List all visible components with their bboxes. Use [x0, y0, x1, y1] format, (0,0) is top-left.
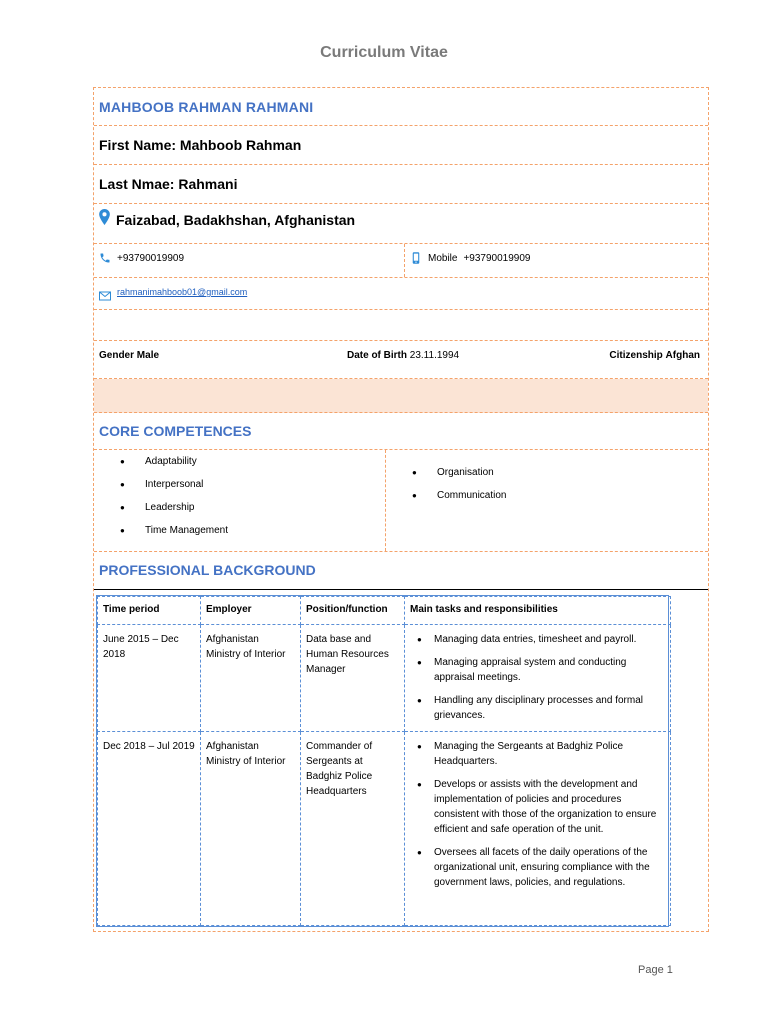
competences-left-list — [120, 456, 228, 548]
citizenship-info — [609, 350, 700, 361]
column-header-position: Position/function — [301, 597, 405, 625]
gender-info — [99, 350, 159, 361]
cell-tasks — [405, 732, 671, 926]
table-header-row — [98, 597, 671, 625]
list-item: ● Managing appraisal system and conducting appraisal meetings. — [417, 657, 627, 683]
personal-info-row — [94, 341, 708, 379]
email-line — [99, 282, 247, 302]
professional-table — [96, 595, 669, 927]
location-text: Faizabad, Badakhshan, Afghanistan — [116, 212, 356, 228]
dob-label: Date of Birth — [347, 350, 407, 361]
list-item: ● Communication — [412, 490, 507, 501]
location-row — [94, 204, 708, 244]
envelope-icon — [99, 290, 111, 302]
blank-row — [94, 310, 708, 341]
first-name-value: Mahboob Rahman — [179, 137, 302, 153]
list-item: ● Handling any disciplinary processes and formal grievances. — [417, 695, 643, 721]
list-item: ● Managing data entries, timesheet and payroll. — [417, 634, 637, 645]
mobile-line — [410, 252, 531, 264]
table-row — [98, 625, 671, 732]
map-pin-icon — [99, 209, 110, 225]
dob-value: 23.11.1994 — [409, 350, 460, 361]
list-item: ● Develops or assists with the development and implementation of policies and procedures consistent with those of the organization to ensure efficient and safe operation of the unit. — [417, 779, 657, 835]
list-item: ● Leadership — [120, 502, 195, 513]
cell-employer: Afghanistan Ministry of Interior — [201, 625, 301, 732]
core-competences-heading: CORE COMPETENCES — [99, 423, 252, 439]
first-name-line — [99, 137, 301, 153]
phone-number: +93790019909 — [117, 252, 185, 264]
competences-right-column — [386, 450, 710, 551]
phone-line — [99, 252, 184, 264]
column-header-tasks: Main tasks and responsibilities — [405, 597, 671, 625]
name-row — [94, 88, 708, 126]
citizenship-label: Citizenship — [609, 350, 663, 361]
citizenship-value: Afghan — [665, 350, 700, 361]
mobile-phone-icon — [410, 252, 422, 264]
cell-period: June 2015 – Dec 2018 — [98, 625, 201, 732]
dob-info — [347, 350, 459, 361]
table-row — [98, 732, 671, 926]
core-competences-heading-row — [94, 413, 708, 450]
core-competences-row — [94, 450, 708, 552]
list-item: ● Oversees all facets of the daily operations of the organizational unit, ensuring compliance with the government laws, policies, and regulations. — [417, 847, 650, 888]
document-title: Curriculum Vitae — [320, 44, 448, 61]
competences-left-column — [94, 450, 386, 551]
column-header-employer: Employer — [201, 597, 301, 625]
last-name-row — [94, 165, 708, 204]
cell-position: Data base and Human Resources Manager — [301, 625, 405, 732]
task-list — [410, 739, 665, 890]
phone-row — [94, 244, 708, 278]
task-list — [410, 632, 665, 723]
phone-cell — [94, 244, 405, 277]
full-name-heading: MAHBOOB RAHMAN RAHMANI — [99, 99, 314, 115]
first-name-label: First Name: — [99, 137, 177, 153]
column-header-time-period: Time period — [98, 597, 201, 625]
cell-period: Dec 2018 – Jul 2019 — [98, 732, 201, 926]
mobile-label: Mobile — [428, 252, 458, 264]
mobile-number: +93790019909 — [463, 252, 531, 264]
list-item: ● Interpersonal — [120, 479, 204, 490]
cell-position: Commander of Sergeants at Badghiz Police Headquarters — [301, 732, 405, 926]
page-number: Page 1 — [638, 964, 673, 976]
professional-background-heading: PROFESSIONAL BACKGROUND — [99, 562, 316, 578]
first-name-row — [94, 126, 708, 165]
list-item: ● Adaptability — [120, 456, 197, 467]
phone-icon — [99, 252, 111, 264]
last-name-label: Last Nmae: — [99, 176, 175, 192]
gender-label: Gender — [99, 350, 135, 361]
cell-employer: Afghanistan Ministry of Interior — [201, 732, 301, 926]
list-item: ● Managing the Sergeants at Badghiz Police Headquarters. — [417, 741, 624, 767]
list-item: ● Organisation — [412, 467, 494, 478]
email-row — [94, 278, 708, 310]
last-name-value: Rahmani — [178, 176, 238, 192]
email-link[interactable]: rahmanimahboob01@gmail.com — [117, 287, 248, 297]
competences-right-list — [412, 467, 506, 513]
cell-tasks — [405, 625, 671, 732]
list-item: ● Time Management — [120, 525, 228, 536]
location-line — [99, 212, 355, 228]
shaded-band — [94, 379, 708, 413]
professional-heading-row — [94, 552, 708, 590]
mobile-cell — [405, 244, 710, 277]
last-name-line — [99, 176, 237, 192]
gender-value: Male — [136, 350, 160, 361]
